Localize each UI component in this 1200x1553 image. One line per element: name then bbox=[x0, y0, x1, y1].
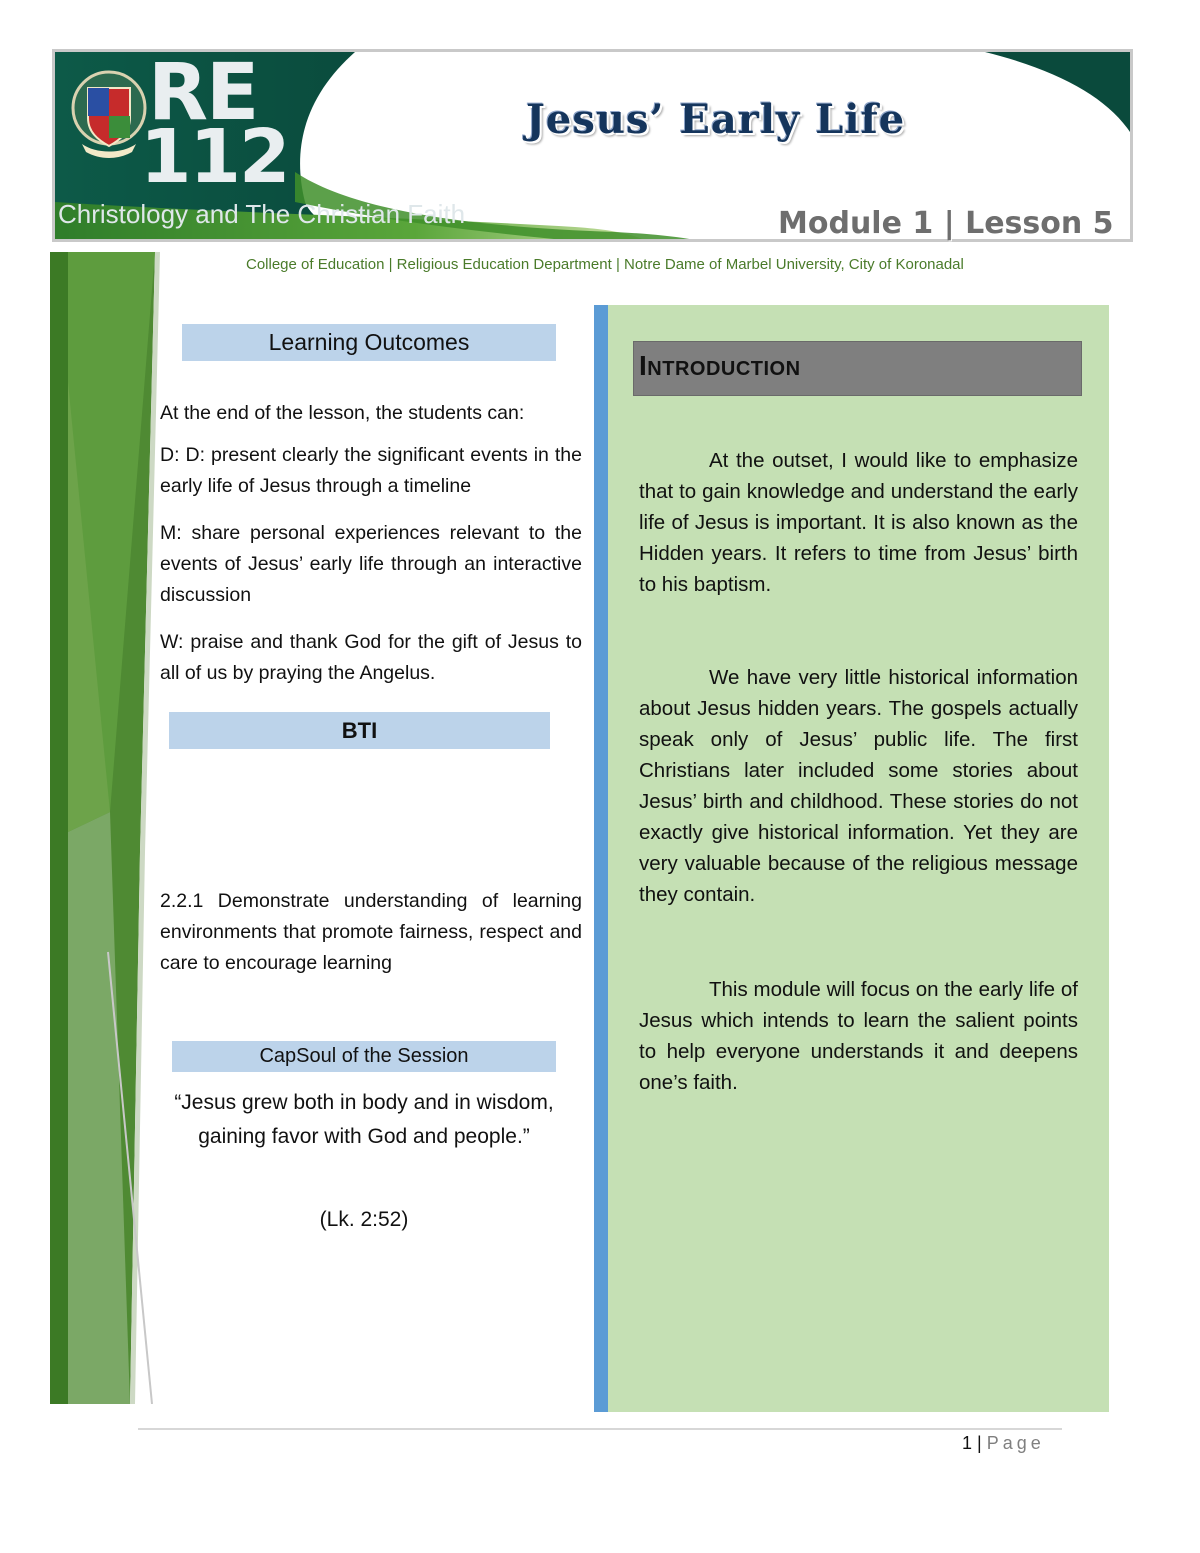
course-code-number: 112 bbox=[140, 114, 289, 200]
outcome-m: M: share personal experiences relevant to the events of Jesus’ early life through an interactive discussion bbox=[160, 522, 582, 606]
page-number: 1 bbox=[962, 1433, 973, 1453]
footer-rule bbox=[138, 1428, 1062, 1430]
page-footer bbox=[962, 1433, 1045, 1454]
bti-heading: BTI bbox=[169, 712, 550, 749]
university-crest-icon bbox=[68, 66, 150, 162]
outcome-d: D: D: present clearly the significant events in the early life of Jesus through a timeline bbox=[160, 444, 582, 497]
page-label: Page bbox=[986, 1433, 1045, 1453]
panel-accent-rule bbox=[594, 305, 608, 1412]
capsoul-heading: CapSoul of the Session bbox=[172, 1041, 556, 1072]
introduction-heading: Introduction bbox=[639, 350, 801, 381]
affiliation-line: College of Education | Religious Education Department | Notre Dame of Marbel University, City of Koronadal bbox=[246, 256, 964, 273]
bti-text: 2.2.1 Demonstrate understanding of learning environments that promote fairness, respect and care to encourage learning bbox=[160, 890, 582, 974]
learning-outcomes-heading: Learning Outcomes bbox=[182, 324, 556, 361]
capsoul-quote: “Jesus grew both in body and in wisdom, gaining favor with God and people.” bbox=[174, 1091, 554, 1148]
intro-paragraph-2: We have very little historical information about Jesus hidden years. The gospels actually speak only of Jesus’ public life. The first Christians later included some stories about Jesus’ birth and childhood. These stories do not exactly give historical information. Yet they are very valuable because of the religious message they contain. bbox=[639, 666, 1078, 906]
intro-paragraph-1: At the outset, I would like to emphasize that to gain knowledge and understand the early life of Jesus is important. It is also known as the Hidden years. It refers to time from Jesus’ birth to his baptism. bbox=[639, 449, 1078, 596]
module-lesson-label: Module 1 | Lesson 5 bbox=[778, 206, 1114, 241]
side-decorative-stripe bbox=[50, 252, 170, 1404]
page-separator: | bbox=[977, 1433, 982, 1453]
quote-reference: (Lk. 2:52) bbox=[319, 1208, 409, 1231]
outcome-w: W: praise and thank God for the gift of Jesus to all of us by praying the Angelus. bbox=[160, 631, 582, 684]
course-title: Christology and The Christian Faith bbox=[58, 199, 466, 229]
intro-paragraph-3: This module will focus on the early life of Jesus which intends to learn the salient points to help everyone understands it and deepens one’s faith. bbox=[639, 978, 1078, 1094]
lesson-title: Jesus’ Early Life bbox=[526, 96, 906, 143]
course-code-letters: RE bbox=[148, 48, 258, 138]
outcomes-intro: At the end of the lesson, the students can: bbox=[160, 402, 525, 424]
